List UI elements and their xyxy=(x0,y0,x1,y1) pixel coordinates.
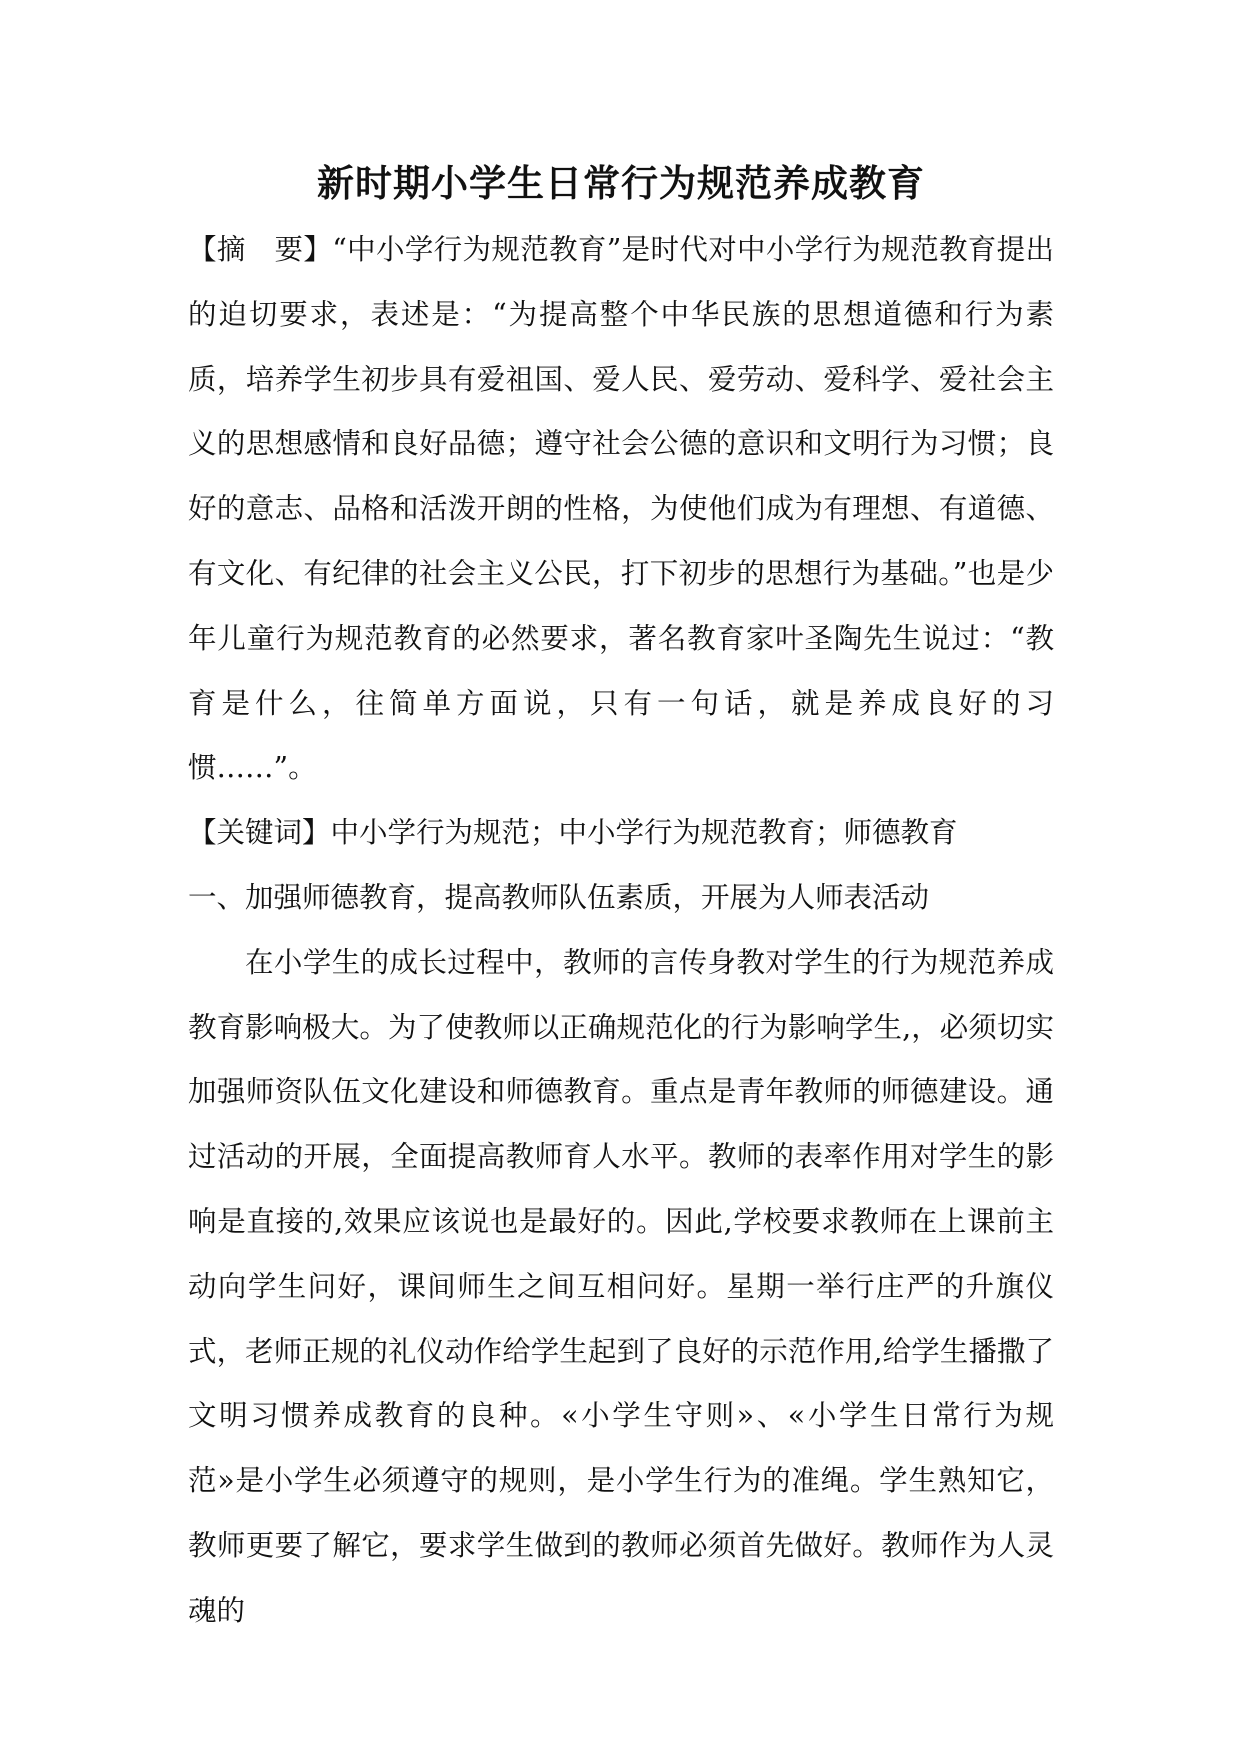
abstract-text: “中小学行为规范教育”是时代对中小学行为规范教育提出的迫切要求，表述是：“为提高整个中华民族的思想道德和行为素质，培养学生初步具有爱祖国、爱人民、爱劳动、爱科学、爱社会主义的思想感情和良好品德；遵守社会公德的意识和文明行为习惯；良好的意志、品格和活泼开朗的性格，为使他们成为有理想、有道德、有文化、有纪律的社会主义公民，打下初步的思想行为基础。”也是少年儿童行为规范教育的必然要求，著名教育家叶圣陶先生说过：“教育是什么，往简单方面说，只有一句话，就是养成良好的习惯……”。 xyxy=(188,233,1054,785)
document-content xyxy=(188,150,1054,1644)
keywords-paragraph xyxy=(188,801,1054,866)
keywords-label: 【关键词】 xyxy=(188,816,331,850)
keywords-text: 中小学行为规范；中小学行为规范教育；师德教育 xyxy=(330,816,958,850)
abstract-label: 【摘 要】 xyxy=(188,233,333,266)
abstract-paragraph xyxy=(188,218,1054,801)
document-title: 新时期小学生日常行为规范养成教育 xyxy=(317,161,925,205)
section-1-body: 在小学生的成长过程中，教师的言传身教对学生的行为规范养成教育影响极大。为了使教师以正确规范化的行为影响学生,，必须切实加强师资队伍文化建设和师德教育。重点是青年教师的师德建设。通过活动的开展，全面提高教师育人水平。教师的表率作用对学生的影响是直接的,效果应该说也是最好的。因此,学校要求教师在上课前主动向学生问好，课间师生之间互相问好。星期一举行庄严的升旗仪式，老师正规的礼仪动作给学生起到了良好的示范作用,给学生播撒了文明习惯养成教育的良种。«小学生守则»、«小学生日常行为规范»是小学生必须遵守的规则，是小学生行为的准绳。学生熟知它，教师更要了解它，要求学生做到的教师必须首先做好。教师作为人灵魂的 xyxy=(188,945,1054,1627)
section-1-heading: 一、加强师德教育，提高教师队伍素质，开展为人师表活动 xyxy=(188,880,930,914)
